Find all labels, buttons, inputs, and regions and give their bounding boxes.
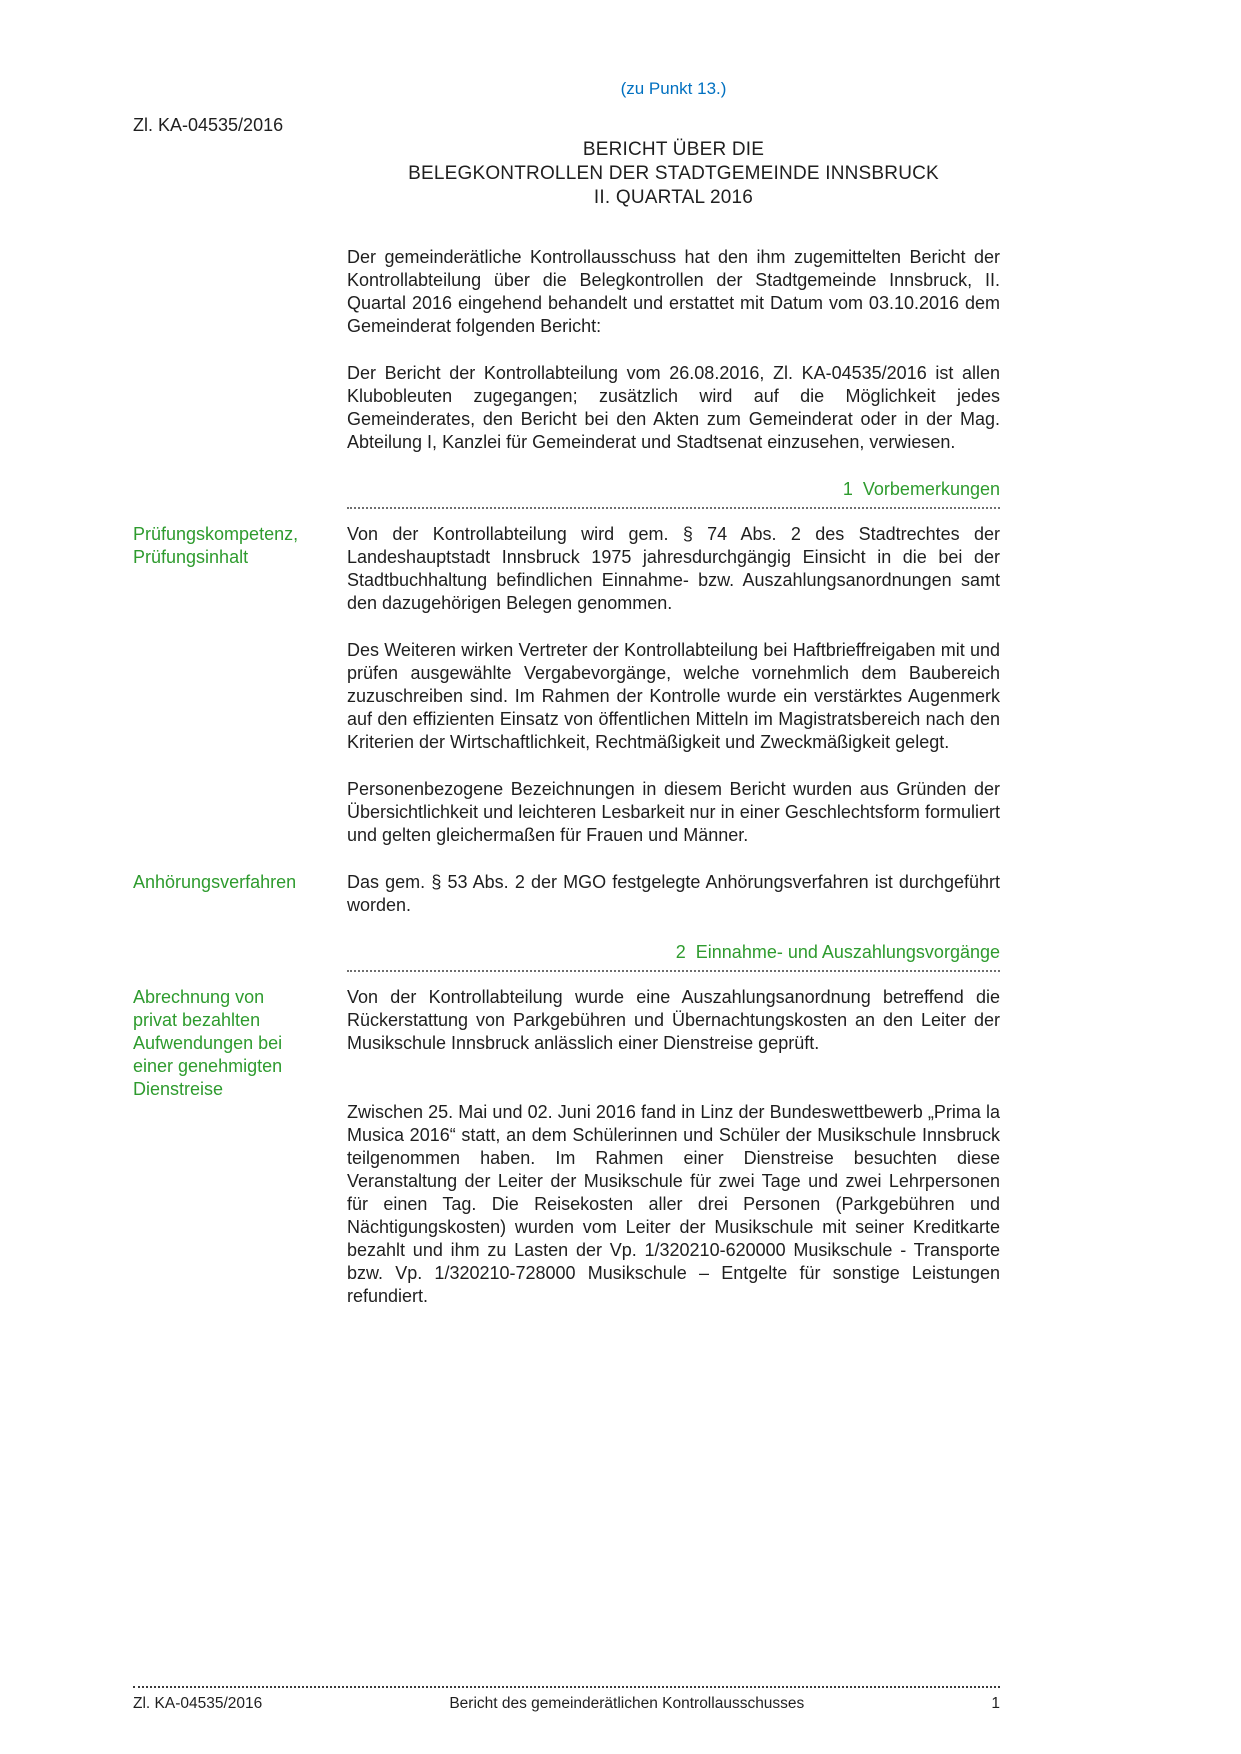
- margin-label-pruefungskompetenz: Prüfungskompetenz, Prüfungsinhalt: [133, 524, 299, 567]
- content-row: [133, 871, 1000, 941]
- footer-doc-number: Zl. KA-04535/2016: [133, 1695, 263, 1712]
- margin-column-spacer: [133, 78, 347, 114]
- reference-note: (zu Punkt 13.): [620, 79, 727, 98]
- footer-page-number: 1: [991, 1695, 1000, 1712]
- title-line-3: II. QUARTAL 2016: [593, 187, 754, 208]
- content-row: [133, 246, 1000, 362]
- section-1-heading: 1 Vorbemerkungen: [347, 478, 1000, 509]
- paragraph-intro-1: Der gemeinderätliche Kontrollausschuss hat den ihm zugemittelten Bericht der Kontrollabteilung über die Belegkontrollen der Stadtgemeinde Innsbruck, II. Quartal 2016 eingehend behandelt und erstattet mit Datum vom 03.10.2016 dem Gemeinderat folgenden Bericht:: [347, 247, 1000, 336]
- paragraph-section1-3: Personenbezogene Bezeichnungen in diesem Bericht wurden aus Gründen der Übersichtlichkeit und leichteren Lesbarkeit nur in einer Geschlechtsform formuliert und gelten gleichermaßen für Frauen und Männer.: [347, 779, 1000, 845]
- footer-divider: [133, 1686, 1000, 1688]
- section-heading-row: [133, 941, 1000, 986]
- paragraph-section1-4: Das gem. § 53 Abs. 2 der MGO festgelegte Anhörungsverfahren ist durchgeführt worden.: [347, 872, 1000, 915]
- content-row: [133, 639, 1000, 778]
- paragraph-section2-2: Zwischen 25. Mai und 02. Juni 2016 fand in Linz der Bundeswettbewerb „Prima la Musica 2016“ statt, an dem Schülerinnen und Schüler der Musikschule Innsbruck teilgenommen haben. Im Rahmen einer Dienstreise besuchten diese Veranstaltung der Leiter der Musikschule für zwei Tage und zwei Lehrpersonen für einen Tag. Die Reisekosten aller drei Personen (Parkgebühren und Nächtigungskosten) wurden vom Leiter der Musikschule mit seiner Kreditkarte bezahlt und ihm zu Lasten der Vp. 1/320210-620000 Musikschule - Transporte bzw. Vp. 1/320210-728000 Musikschule – Entgelte für sonstige Leistungen refundiert.: [347, 1102, 1000, 1306]
- section-heading-row: [133, 478, 1000, 523]
- margin-label-abrechnung-dienstreise: Abrechnung von privat bezahlten Aufwendungen bei einer genehmigten Dienstreise: [133, 987, 283, 1099]
- paragraph-intro-2: Der Bericht der Kontrollabteilung vom 26.08.2016, Zl. KA-04535/2016 ist allen Klubobleuten zugegangen; zusätzlich wird auf die Möglichkeit jedes Gemeinderates, den Bericht bei den Akten zum Gemeinderat oder in der Mag. Abteilung I, Kanzlei für Gemeinderat und Stadtsenat einzusehen, verwiesen.: [347, 363, 1000, 452]
- title-line-1: BERICHT ÜBER DIE: [582, 139, 765, 160]
- content-row: [133, 778, 1000, 871]
- content-row: [133, 1101, 1000, 1332]
- ref-note-row: [133, 78, 1000, 114]
- paragraph-section2-1: Von der Kontrollabteilung wurde eine Auszahlungsanordnung betreffend die Rückerstattung von Parkgebühren und Übernachtungskosten an den Leiter der Musikschule Innsbruck anlässlich einer Dienstreise geprüft.: [347, 987, 1000, 1053]
- margin-label-anhoerungsverfahren: Anhörungsverfahren: [133, 872, 297, 892]
- section-2-heading: 2 Einnahme- und Auszahlungsvorgänge: [347, 941, 1000, 972]
- document-header: [133, 114, 1000, 210]
- content-row: [133, 523, 1000, 639]
- content-row: [133, 362, 1000, 478]
- paragraph-section1-1: Von der Kontrollabteilung wird gem. § 74 Abs. 2 des Stadtrechtes der Landeshauptstadt Innsbruck 1975 jahresdurchgängig Einsicht in die bei der Stadtbuchhaltung befindlichen Einnahme- bzw. Auszahlungsanordnungen samt den dazugehörigen Belegen genommen.: [347, 524, 1000, 613]
- title-line-2: BELEGKONTROLLEN DER STADTGEMEINDE INNSBRUCK: [408, 163, 939, 184]
- page-footer: [133, 1686, 1000, 1714]
- document-title: [347, 138, 1000, 210]
- document-number: Zl. KA-04535/2016: [133, 115, 284, 135]
- paragraph-section1-2: Des Weiteren wirken Vertreter der Kontrollabteilung bei Haftbrieffreigaben mit und prüfen ausgewählte Vergabevorgänge, welche vornehmlich dem Baubereich zuzuschreiben sind. Im Rahmen der Kontrolle wurde ein verstärktes Augenmerk auf den effizienten Einsatz von öffentlichen Mitteln im Magistratsbereich nach den Kriterien der Wirtschaftlichkeit, Rechtmäßigkeit und Zweckmäßigkeit gelegt.: [347, 640, 1000, 752]
- content-row: [133, 986, 1000, 1101]
- footer-document-title: Bericht des gemeinderätlichen Kontrollausschusses: [449, 1695, 805, 1712]
